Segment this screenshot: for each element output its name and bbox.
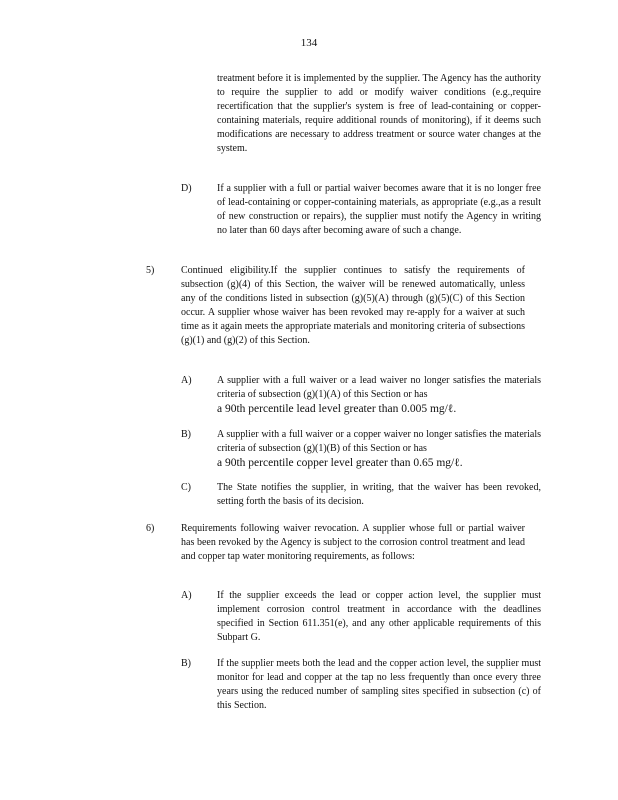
item-4d-label: D) — [181, 183, 192, 194]
page-number: 134 — [300, 37, 318, 49]
item-5a-label: A) — [181, 375, 192, 386]
item-6a-label: A) — [181, 590, 192, 601]
item-5c-text: The State notifies the supplier, in writing, that the waiver has been revoked, setting forth the basis of its decision. — [217, 482, 541, 507]
item-5-label: 5) — [146, 265, 155, 276]
item-5c-label: C) — [181, 482, 191, 493]
item-6b-text: If the supplier meets both the lead and the copper action level, the supplier must monitor for lead and copper at the tap no less frequently than once every three years using the reduced number of sampling sites specified in subsection (c) of this Section. — [217, 658, 541, 711]
item-5b-text-emphasis: a 90th percentile copper level greater than 0.65 mg/ℓ. — [217, 457, 463, 469]
item-5b-text: A supplier with a full waiver or a copper waiver no longer satisfies the materials criteria of subsection (g)(1)(B) of this Section or has — [217, 429, 541, 454]
item-5-text: Continued eligibility.If the supplier continues to satisfy the requirements of subsection (g)(4) of this Section, the waiver will be renewed automatically, unless any of the conditions listed in subsection (g)(5)(A) through (g)(5)(C) of this Section occur. A supplier whose waiver has been revoked may re-apply for a waiver at such time as it again meets the appropriate materials and monitoring criteria of subsections (g)(1) and (g)(2) of this Section. — [181, 265, 525, 346]
item-5b-label: B) — [181, 429, 191, 440]
item-5a-text-emphasis: a 90th percentile lead level greater than 0.005 mg/ℓ. — [217, 403, 457, 415]
item-6-label: 6) — [146, 523, 155, 534]
item-6a-text: If the supplier exceeds the lead or copper action level, the supplier must implement corrosion control treatment in accordance with the deadlines specified in Section 611.351(e), and any other applicable requirements of this Subpart G. — [217, 590, 541, 643]
item-5a-text: A supplier with a full waiver or a lead waiver no longer satisfies the materials criteria of subsection (g)(1)(A) of this Section or has — [217, 375, 541, 400]
item-6-text: Requirements following waiver revocation. A supplier whose full or partial waiver has been revoked by the Agency is subject to the corrosion control treatment and lead and copper tap water monitoring requirements, as follows: — [181, 523, 525, 562]
item-5a — [217, 374, 541, 416]
item-6b-label: B) — [181, 658, 191, 669]
continuation-paragraph: treatment before it is implemented by the supplier. The Agency has the authority to require the supplier to add or modify waiver conditions (e.g.,require recertification that the supplier's system is free of lead-containing or copper-containing materials, require additional rounds of monitoring), if it deems such modifications are necessary to address treatment or source water changes at the system. — [217, 73, 541, 154]
item-5b — [217, 428, 541, 470]
item-4d-text: If a supplier with a full or partial waiver becomes aware that it is no longer free of lead-containing or copper-containing materials, as appropriate (e.g.,as a result of new construction or repairs), the supplier must notify the Agency in writing no later than 60 days after becoming aware of such a change. — [217, 183, 541, 236]
